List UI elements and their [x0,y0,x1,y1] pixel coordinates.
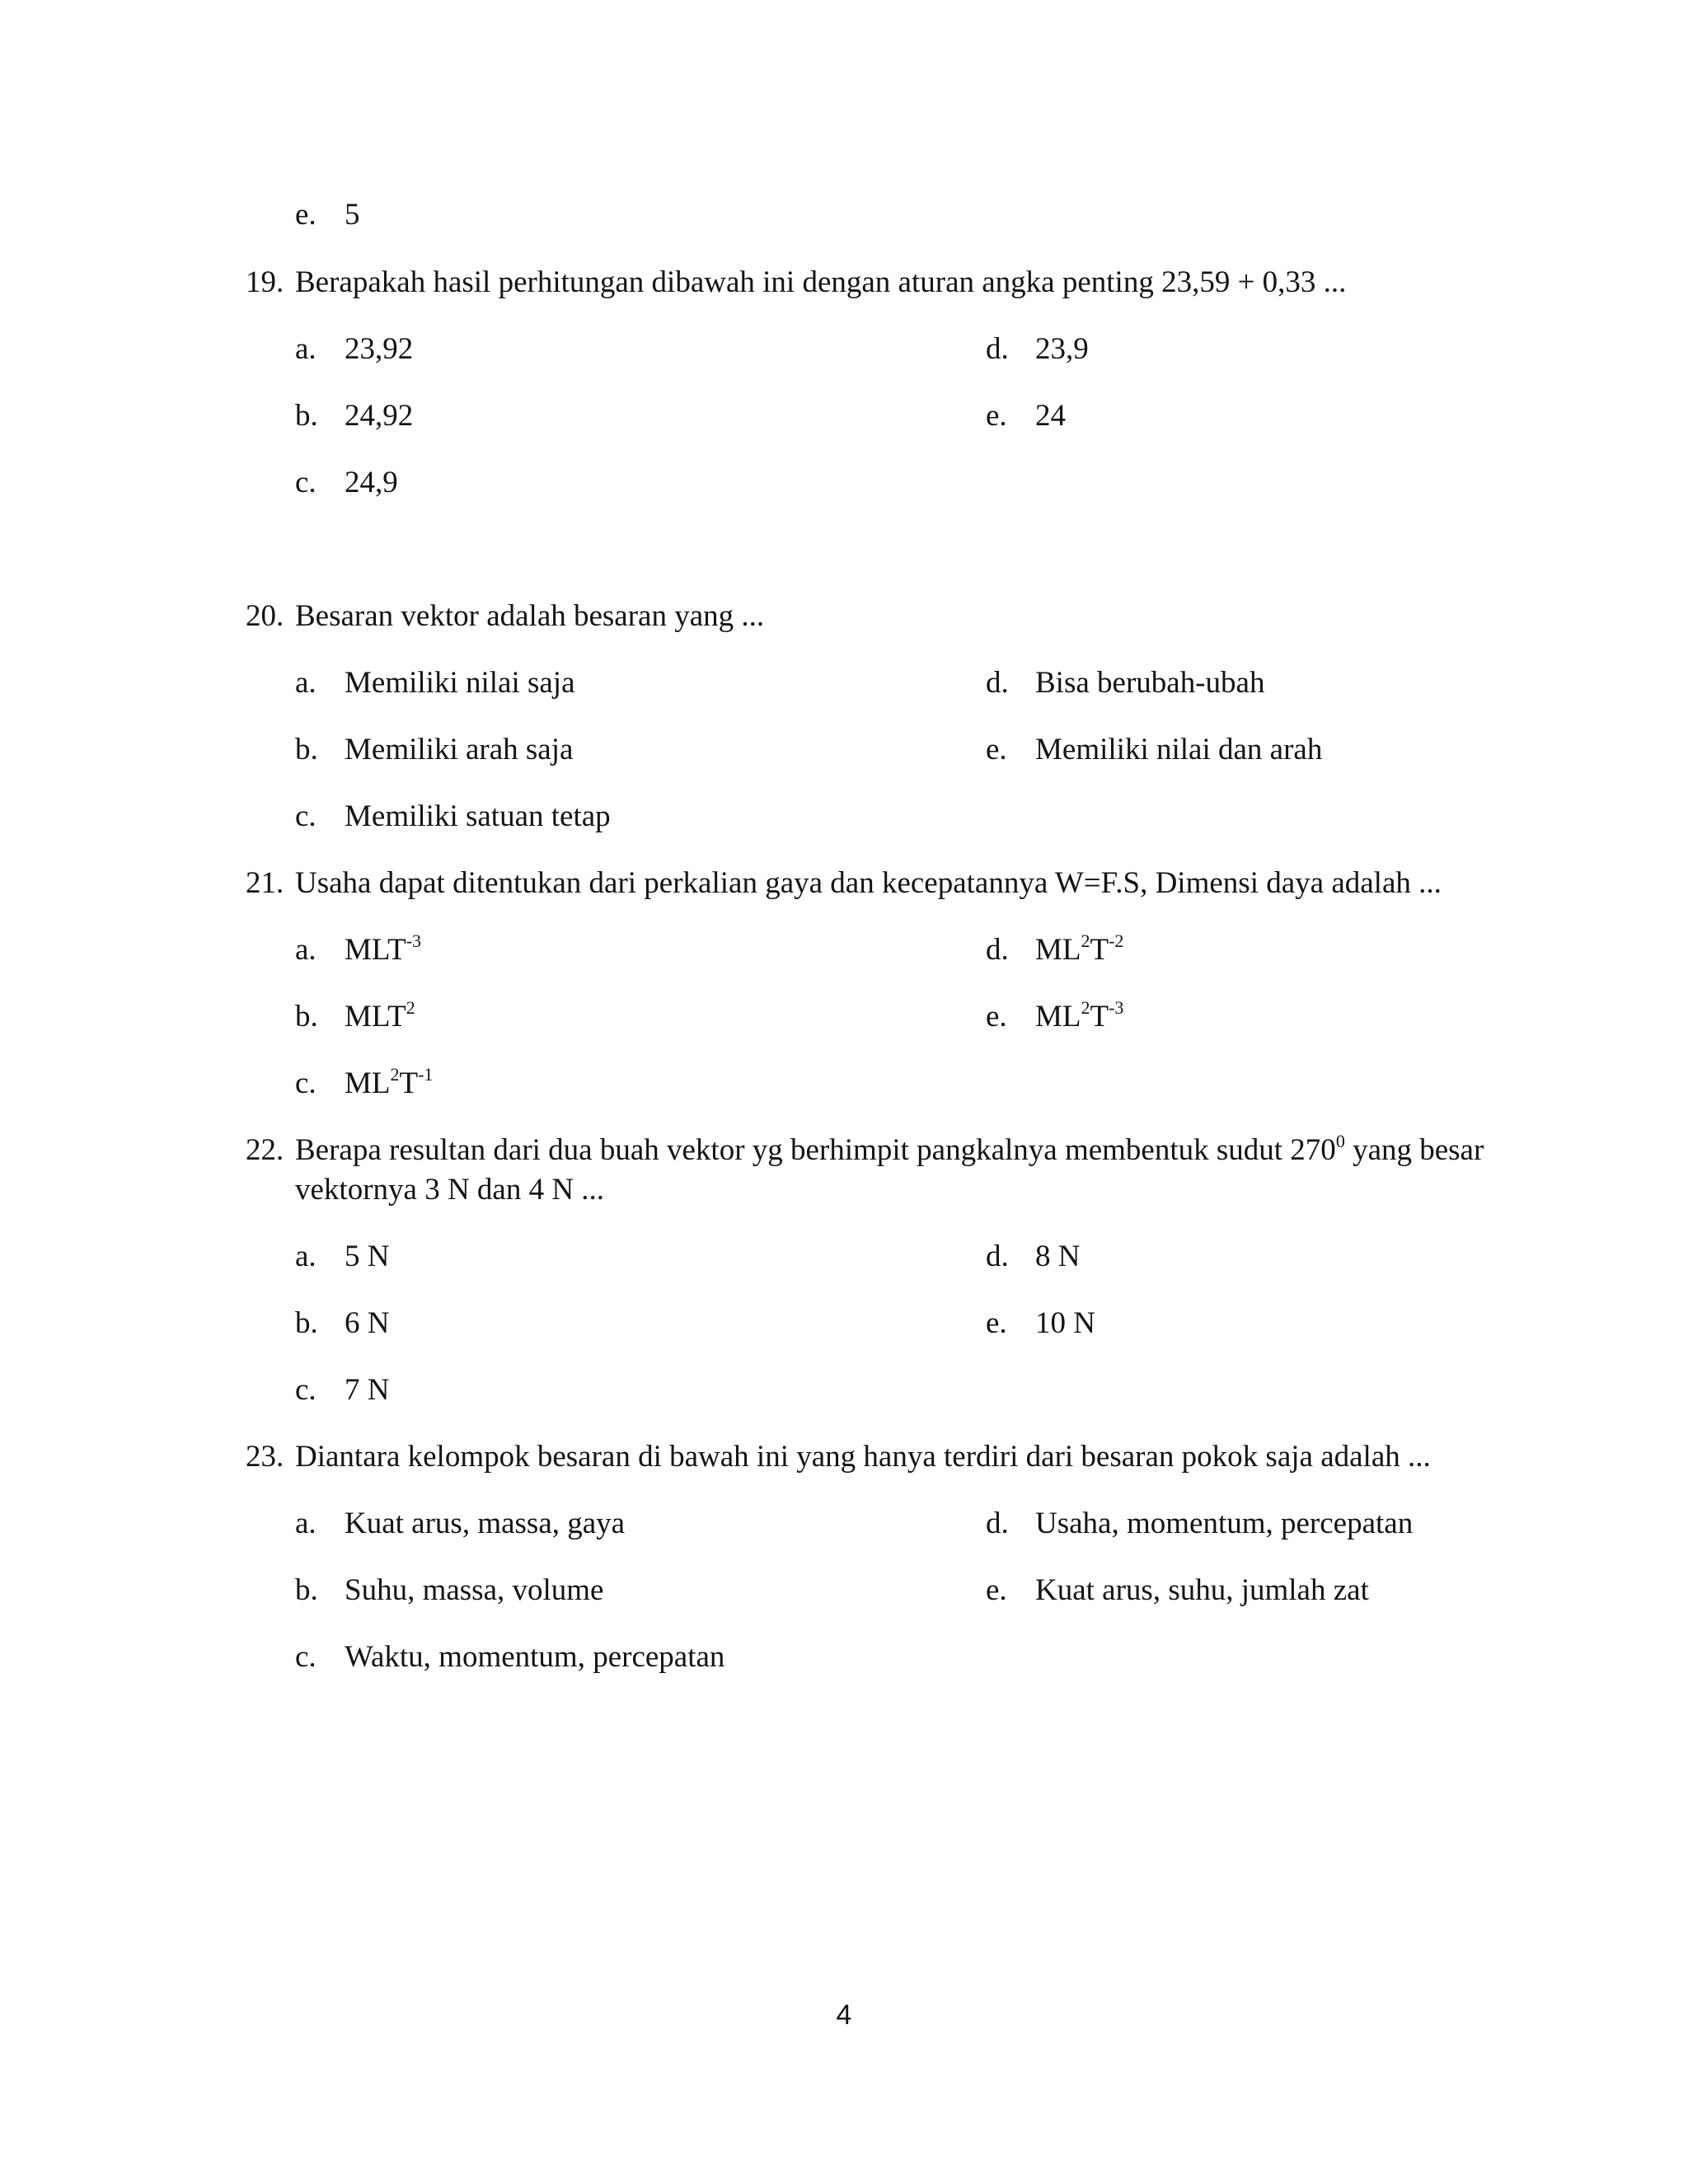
dimension-exponent: 2 [390,1063,400,1085]
option-text: Suhu, massa, volume [345,1573,604,1607]
question-number: 19. [246,265,284,299]
option-text: 6 N [345,1306,390,1340]
dimension-base: T [1090,933,1109,967]
option-letter: d. [986,1507,1009,1540]
option-letter: b. [295,1573,318,1607]
option-text [345,930,421,970]
question-text [295,1131,1484,1170]
option-text [345,1064,433,1104]
option-letter: d. [986,933,1009,967]
option-letter: e. [986,1573,1007,1607]
option-letter: b. [295,733,318,766]
option-text: 8 N [1035,1240,1081,1273]
option-text: Kuat arus, massa, gaya [345,1507,626,1540]
option-letter: b. [295,399,318,433]
dimension-exponent: -3 [1109,996,1124,1018]
dimension-exponent: 2 [1081,930,1090,951]
option-text: Memiliki nilai dan arah [1035,733,1323,766]
option-text: 23,92 [345,332,414,366]
question-text: Usaha dapat ditentukan dari perkalian gaya dan kecepatannya W=F.S, Dimensi daya adalah ... [295,866,1442,900]
option-text: Usaha, momentum, percepatan [1035,1507,1414,1540]
option-text: 5 [345,198,360,232]
question-text-part: yang besar [1344,1133,1484,1167]
option-text [345,997,415,1037]
option-letter: e. [986,399,1007,433]
option-text: 7 N [345,1373,390,1407]
question-number: 21. [246,866,284,900]
option-text: 23,9 [1035,332,1089,366]
option-text: Memiliki nilai saja [345,666,575,700]
dimension-base: ML [1035,1000,1081,1033]
option-text: Kuat arus, suhu, jumlah zat [1035,1573,1369,1607]
option-letter: b. [295,1306,318,1340]
option-letter: d. [986,1240,1009,1273]
dimension-base: ML [345,1066,391,1100]
option-letter: d. [986,332,1009,366]
question-text: Besaran vektor adalah besaran yang ... [295,599,765,633]
option-letter: c. [295,466,316,499]
option-letter: e. [986,1000,1007,1033]
dimension-exponent: 2 [406,996,415,1018]
degree-superscript: 0 [1335,1130,1345,1151]
option-text: Memiliki arah saja [345,733,574,766]
dimension-exponent: 2 [1081,996,1090,1018]
option-text [1035,997,1123,1037]
dimension-exponent: -2 [1109,930,1124,951]
question-number: 23. [246,1440,284,1474]
option-letter: d. [986,666,1009,700]
question-text-continued: vektornya 3 N dan 4 N ... [295,1173,605,1207]
dimension-base: T [1090,1000,1109,1033]
dimension-base: MLT [345,933,406,967]
option-text: 24,9 [345,466,398,499]
option-letter: a. [295,1240,316,1273]
question-text-part: Berapa resultan dari dua buah vektor yg berhimpit pangkalnya membentuk sudut 270 [295,1133,1336,1167]
option-letter: c. [295,1066,316,1100]
dimension-base: T [399,1066,419,1100]
page-number: 4 [836,1999,852,2031]
option-text: 24,92 [345,399,414,433]
dimension-exponent: -3 [406,930,422,951]
option-text: 5 N [345,1240,390,1273]
dimension-base: ML [1035,933,1081,967]
option-text: 10 N [1035,1306,1095,1340]
option-letter: a. [295,933,316,967]
option-letter: b. [295,1000,318,1033]
question-number: 20. [246,599,284,633]
option-text: Bisa berubah-ubah [1035,666,1265,700]
dimension-base: MLT [345,1000,406,1033]
option-letter: c. [295,1640,316,1674]
option-text: Memiliki satuan tetap [345,799,611,833]
option-text [1035,930,1123,970]
question-number: 22. [246,1133,284,1167]
option-letter: e. [295,198,316,232]
option-text: Waktu, momentum, percepatan [345,1640,725,1674]
option-letter: e. [986,733,1007,766]
option-letter: c. [295,799,316,833]
option-letter: a. [295,332,316,366]
option-letter: a. [295,1507,316,1540]
question-text: Diantara kelompok besaran di bawah ini yang hanya terdiri dari besaran pokok saja adalah ... [295,1440,1431,1474]
option-letter: c. [295,1373,316,1407]
option-text: 24 [1035,399,1066,433]
dimension-exponent: -1 [418,1063,434,1085]
question-text: Berapakah hasil perhitungan dibawah ini dengan aturan angka penting 23,59 + 0,33 ... [295,265,1347,299]
option-letter: e. [986,1306,1007,1340]
option-letter: a. [295,666,316,700]
